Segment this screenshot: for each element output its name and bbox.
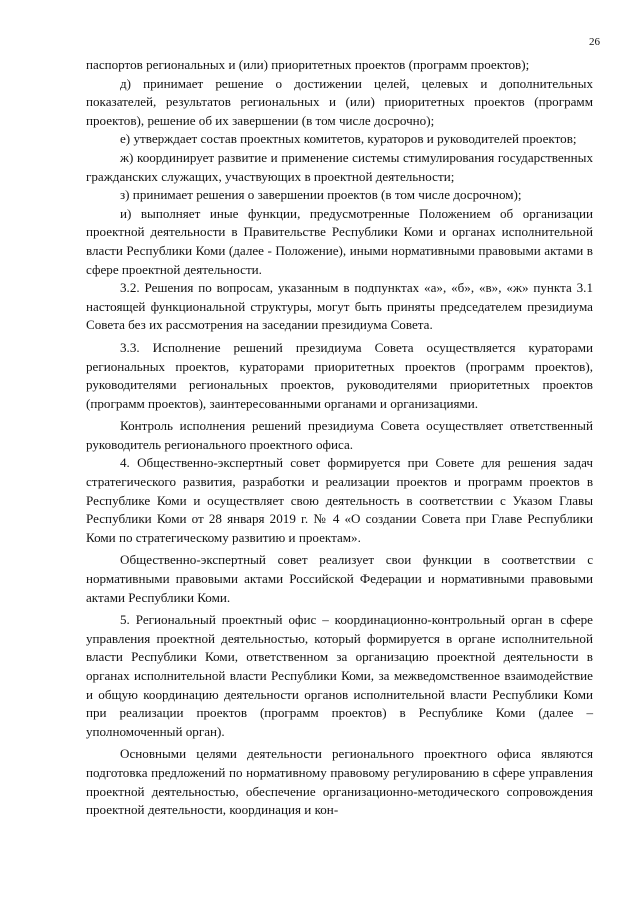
paragraph: Основными целями деятельности регионального проектного офиса являются подготовка предложений по нормативному правовому регулированию в сфере управления проектной деятельностью, обеспечение организационно-методического сопровождения проектной деятельности, координация и кон- — [86, 746, 593, 818]
paragraph: 3.2. Решения по вопросам, указанным в подпунктах «а», «б», «в», «ж» пункта 3.1 настоящей функциональной структуры, могут быть приняты председателем президиума Совета без их рассмотрения на заседании президиума Совета. — [86, 280, 593, 333]
paragraph: 4. Общественно-экспертный совет формируется при Совете для решения задач стратегического развития, разработки и реализации проектов и программ проектов в Республике Коми и осуществляет свою деятельность в соответствии с Указом Главы Республики Коми от 28 января 2019 г. № 4 «О создании Совета при Главе Республики Коми по стратегическому развитию и проектам». — [86, 455, 593, 545]
paragraph: 5. Региональный проектный офис – координационно-контрольный орган в сфере управления проектной деятельностью, который формируется в органе исполнительной власти Республики Коми, ответственном за организацию проектной деятельности в органах исполнительной власти Республики Коми, за межведомственное взаимодействие и общую координацию деятельности органов исполнительной власти Республики Коми при реализации проектов (программ проектов) в Республике Коми (далее – уполномоченный орган). — [86, 612, 593, 739]
paragraph: Общественно-экспертный совет реализует свои функции в соответствии с нормативными правовыми актами Российской Федерации и нормативными правовыми актами Республики Коми. — [86, 552, 593, 605]
paragraph: ж) координирует развитие и применение системы стимулирования государственных гражданских служащих, участвующих в проектной деятельности; — [86, 149, 593, 184]
page-number: 26 — [589, 36, 600, 48]
paragraph: е) утверждает состав проектных комитетов, кураторов и руководителей проектов; — [120, 131, 577, 147]
paragraph: Контроль исполнения решений президиума Совета осуществляет ответственный руководитель регионального проектного офиса. — [86, 418, 593, 452]
paragraph: и) выполняет иные функции, предусмотренные Положением об организации проектной деятельности в Правительстве Республики Коми и органах исполнительной власти Республики Коми (далее - Положение), иными нормативными правовыми актами в сфере проектной деятельности. — [86, 205, 593, 277]
paragraph: д) принимает решение о достижении целей, целевых и дополнительных показателей, результатов региональных и (или) приоритетных проектов (программ проектов), решение об их завершении (в том числе досрочно); — [86, 75, 593, 128]
document-body — [86, 56, 593, 820]
paragraph: паспортов региональных и (или) приоритетных проектов (программ проектов); — [86, 57, 530, 72]
paragraph: з) принимает решения о завершении проектов (в том числе досрочном); — [120, 187, 522, 203]
paragraph: 3.3. Исполнение решений президиума Совета осуществляется кураторами региональных проектов, кураторами приоритетных проектов (программ проектов), руководителями региональных проектов, руководителями приоритетных проектов (программ проектов), заинтересованными органами и организациями. — [86, 339, 593, 411]
